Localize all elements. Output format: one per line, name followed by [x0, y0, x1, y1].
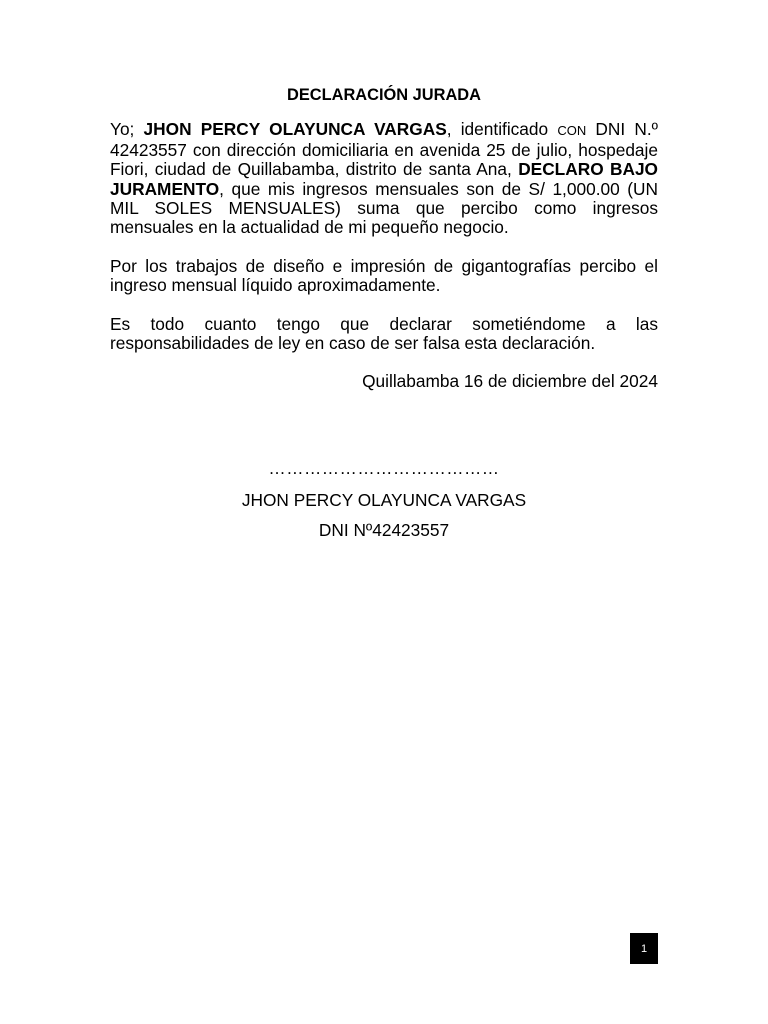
document-body: [110, 86, 658, 392]
paragraph-text: Yo;: [110, 119, 144, 140]
paragraph-text: CON: [557, 123, 587, 139]
paragraph-text: , identificado: [446, 119, 558, 140]
paragraph-text: , que mis ingresos mensuales son de S/ 1,000.00 (UN MIL SOLES MENSUALES) suma que percibo como ingresos mensuales en la actualidad de mi pequeño negocio.: [110, 178, 658, 238]
page-number: 1: [630, 933, 658, 964]
signatory-dni: DNI Nº42423557: [318, 520, 450, 540]
paragraph-income-source: Por los trabajos de diseño e impresión de gigantografías percibo el ingreso mensual líquido aproximadamente.: [110, 255, 658, 296]
paragraph-closing: Es todo cuanto tengo que declarar sometiéndome a las responsabilidades de ley en caso de ser falsa esta declaración.: [110, 313, 658, 354]
signature-block: [110, 458, 658, 540]
date-line: Quillabamba 16 de diciembre del 2024: [362, 371, 658, 392]
declarant-name: JHON PERCY OLAYUNCA VARGAS: [143, 119, 447, 140]
declaro-bajo-juramento: DECLARO BAJO JURAMENTO: [110, 159, 658, 199]
paragraph-text: DNI N.º 42423557 con dirección domiciliaria en avenida 25 de julio, hospedaje Fiori, ciudad de Quillabamba, distrito de santa Ana,: [110, 119, 658, 180]
paragraph-declaration: [110, 120, 658, 237]
signatory-name: JHON PERCY OLAYUNCA VARGAS: [241, 490, 527, 510]
document-title: DECLARACIÓN JURADA: [287, 86, 481, 104]
signature-line: …………………………………: [268, 458, 500, 478]
